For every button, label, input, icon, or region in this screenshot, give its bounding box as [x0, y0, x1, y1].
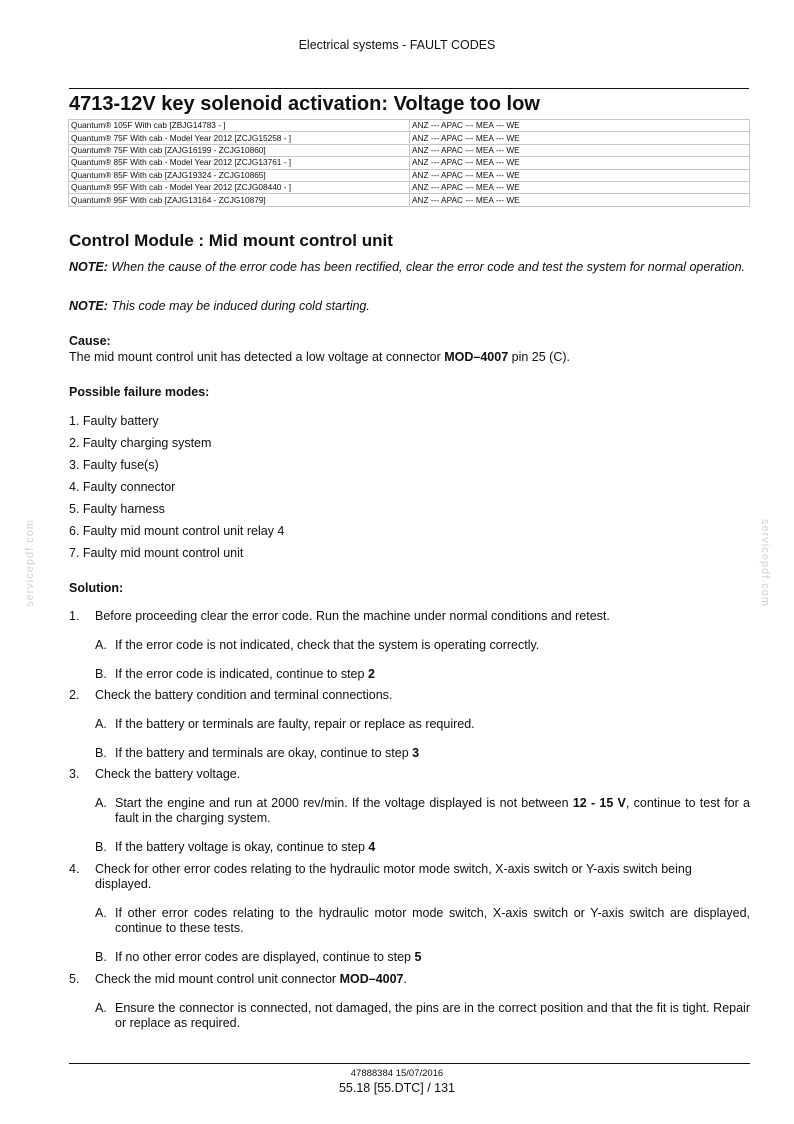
page-header: Electrical systems - FAULT CODES — [298, 38, 496, 52]
connector-id: MOD–4007 — [444, 350, 509, 364]
substep-text-part: , continue to test for a fault in the charging system. — [115, 796, 750, 825]
note-label: NOTE: — [69, 299, 108, 313]
substep-letter: B. — [95, 667, 107, 681]
step-number: 1. — [69, 609, 80, 623]
step-reference: 3 — [412, 746, 420, 760]
region-cell: ANZ --- APAC --- MEA --- WE — [410, 144, 750, 156]
substep-text: If other error codes relating to the hydraulic motor mode switch, X-axis switch or Y-axis switch are displayed, continue to these tests. — [115, 906, 750, 935]
footer-document-id: 47888384 15/07/2016 — [350, 1068, 444, 1079]
table-row — [69, 120, 750, 132]
list-item: 7. Faulty mid mount control unit — [69, 546, 244, 560]
substep-text — [115, 667, 750, 682]
substep-text: Ensure the connector is connected, not damaged, the pins are in the correct position and that the fit is tight. Repair or replace as required. — [115, 1001, 750, 1030]
substep-text — [115, 746, 750, 761]
step-text: Check the battery voltage. — [95, 767, 241, 781]
region-cell: ANZ --- APAC --- MEA --- WE — [410, 169, 750, 181]
table-row — [69, 181, 750, 193]
substep-text — [115, 840, 750, 855]
step-text-part: Check the mid mount control unit connector — [95, 972, 340, 986]
model-cell: Quantum® 75F With cab [ZAJG16199 - ZCJG10860] — [69, 144, 410, 156]
note-label: NOTE: — [69, 260, 108, 274]
solution-label: Solution: — [69, 581, 124, 595]
substep-text-part: If the battery and terminals are okay, continue to step — [115, 746, 413, 760]
model-cell: Quantum® 105F With cab [ZBJG14783 - ] — [69, 120, 410, 132]
region-cell: ANZ --- APAC --- MEA --- WE — [410, 120, 750, 132]
table-row — [69, 194, 750, 206]
list-item: 3. Faulty fuse(s) — [69, 458, 159, 472]
region-cell: ANZ --- APAC --- MEA --- WE — [410, 132, 750, 144]
list-item: 6. Faulty mid mount control unit relay 4 — [69, 524, 285, 538]
substep-letter: B. — [95, 840, 107, 854]
list-item: 4. Faulty connector — [69, 480, 176, 494]
table-row — [69, 157, 750, 169]
step-number: 2. — [69, 688, 80, 702]
substep-text-part: Start the engine and run at 2000 rev/min. If the voltage displayed is not between — [115, 796, 573, 810]
model-cell: Quantum® 85F With cab - Model Year 2012 [ZCJG13761 - ] — [69, 157, 410, 169]
substep-text — [115, 796, 750, 826]
step-text — [95, 972, 750, 987]
cause-text-part: pin 25 (C). — [508, 350, 570, 364]
substep-letter: B. — [95, 950, 107, 964]
table-row — [69, 144, 750, 156]
substep-text: If the battery or terminals are faulty, repair or replace as required. — [115, 717, 475, 731]
voltage-range: 12 - 15 V — [572, 796, 626, 810]
step-text: Check for other error codes relating to the hydraulic motor mode switch, X-axis switch or Y-axis switch being displayed. — [95, 862, 692, 891]
section-heading: Control Module : Mid mount control unit — [69, 231, 393, 250]
failure-modes-label: Possible failure modes: — [69, 385, 210, 399]
table-row — [69, 169, 750, 181]
substep-text: If the error code is not indicated, check that the system is operating correctly. — [115, 638, 540, 652]
region-cell: ANZ --- APAC --- MEA --- WE — [410, 194, 750, 206]
step-text: Before proceeding clear the error code. Run the machine under normal conditions and retest. — [95, 609, 610, 623]
footer-page-number: 55.18 [55.DTC] / 131 — [338, 1081, 456, 1095]
model-cell: Quantum® 95F With cab [ZAJG13164 - ZCJG10879] — [69, 194, 410, 206]
list-item: 1. Faulty battery — [69, 414, 159, 428]
step-text-part: . — [403, 972, 407, 986]
step-reference: 2 — [367, 667, 375, 681]
page-title: 4713-12V key solenoid activation: Voltage too low — [69, 88, 749, 116]
step-reference: 5 — [414, 950, 422, 964]
connector-id: MOD–4007 — [339, 972, 404, 986]
step-number: 3. — [69, 767, 80, 781]
note-text: When the cause of the error code has been rectified, clear the error code and test the system for normal operation. — [111, 260, 746, 274]
cause-text — [69, 350, 570, 365]
region-cell: ANZ --- APAC --- MEA --- WE — [410, 181, 750, 193]
note-1 — [69, 260, 750, 275]
step-text: Check the battery condition and terminal connections. — [95, 688, 393, 702]
substep-letter: A. — [95, 638, 107, 652]
substep-text-part: If no other error codes are displayed, continue to step — [115, 950, 415, 964]
note-2 — [69, 299, 750, 314]
model-cell: Quantum® 95F With cab - Model Year 2012 [ZCJG08440 - ] — [69, 181, 410, 193]
substep-text-part: If the battery voltage is okay, continue to step — [115, 840, 369, 854]
region-cell: ANZ --- APAC --- MEA --- WE — [410, 157, 750, 169]
substep-letter: A. — [95, 717, 107, 731]
substep-letter: B. — [95, 746, 107, 760]
model-cell: Quantum® 75F With cab - Model Year 2012 [ZCJG15258 - ] — [69, 132, 410, 144]
step-number: 4. — [69, 862, 80, 876]
substep-text-part: If the error code is indicated, continue to step — [115, 667, 368, 681]
step-reference: 4 — [368, 840, 376, 854]
note-text: This code may be induced during cold starting. — [111, 299, 370, 313]
list-item: 5. Faulty harness — [69, 502, 165, 516]
step-number: 5. — [69, 972, 80, 986]
list-item: 2. Faulty charging system — [69, 436, 212, 450]
watermark-left: servicepdf.com — [24, 519, 36, 607]
footer-divider — [69, 1063, 750, 1064]
substep-text — [115, 950, 750, 965]
substep-letter: A. — [95, 796, 107, 810]
table-row — [69, 132, 750, 144]
substep-letter: A. — [95, 906, 107, 920]
substep-letter: A. — [95, 1001, 107, 1015]
watermark-right: servicepdf.com — [759, 519, 771, 607]
cause-text-part: The mid mount control unit has detected a low voltage at connector — [69, 350, 445, 364]
cause-label: Cause: — [69, 334, 111, 348]
model-cell: Quantum® 85F With cab [ZAJG19324 - ZCJG10865] — [69, 169, 410, 181]
model-applicability-table — [68, 119, 750, 207]
